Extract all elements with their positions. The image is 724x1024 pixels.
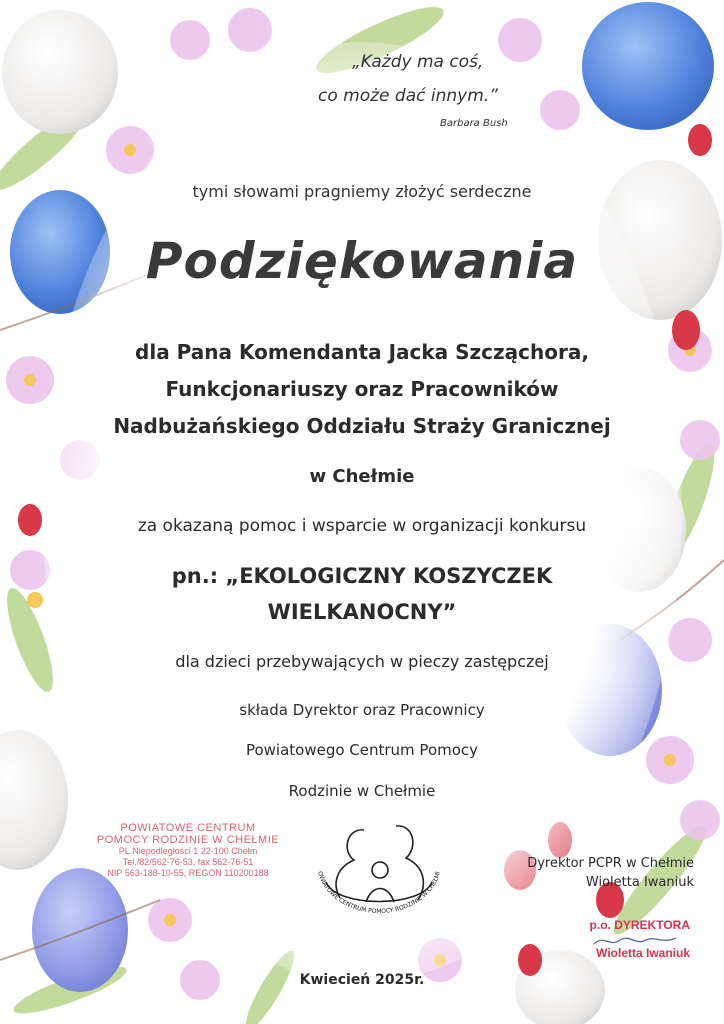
stamp-line-1: POWIATOWE CENTRUM (120, 822, 256, 834)
svg-text:POWIATOWE CENTRUM POMOCY RODZI (306, 812, 442, 915)
certificate-title: Podziękowania (145, 232, 579, 290)
intro-text: tymi słowami pragniemy złożyć serdeczne (192, 182, 532, 201)
logo-arc-text: OWIATOWE CENTRUM POMOCY RODZINIE W CHEŁMI (315, 870, 442, 916)
pcpr-family-logo (306, 812, 452, 926)
signature-line-1: Dyrektor PCPR w Chełmie (527, 856, 694, 871)
beneficiaries-text: dla dzieci przebywających w pieczy zastępczej (175, 652, 549, 671)
contest-name-line-1: pn.: „EKOLOGICZNY KOSZYCZEK (171, 564, 553, 588)
recipient-line-4: w Chełmie (309, 466, 415, 487)
quote-line-1: „Każdy ma coś, (352, 52, 484, 72)
recipient-line-2: Funkcjonariuszy oraz Pracowników (165, 377, 559, 401)
handwritten-signature (590, 932, 680, 950)
recipient-line-3: Nadbużańskiego Oddziału Straży Granicznej (113, 414, 611, 438)
reason-text: za okazaną pomoc i wsparcie w organizacji konkursu (137, 516, 587, 536)
signature-stamp-line-1: p.o. DYREKTORA (589, 918, 690, 932)
stamp-line-2: POMOCY RODZINIE W CHEŁMIE (96, 834, 280, 846)
document-date: Kwiecień 2025r. (299, 972, 425, 988)
signature-block (527, 856, 694, 890)
signature-line-2: Wioletta Iwaniuk (585, 875, 694, 890)
contest-name-line-2: WIELKANOCNY” (267, 600, 457, 624)
quote-line-2: co może dać innym.” (318, 86, 498, 106)
signature-stamp-line-2: Wioletta Iwaniuk (596, 946, 690, 960)
stamp-line-5: NIP 563-188-10-55, REGON 110200188 (107, 868, 269, 878)
stamp-line-3: PL.Niepodległości 1 22-100 Chełm (118, 846, 258, 856)
signature-stamp (590, 918, 690, 960)
sender-line-1: składa Dyrektor oraz Pracownicy (239, 701, 485, 719)
sender-line-2: Powiatowego Centrum Pomocy (245, 741, 479, 759)
institution-stamp (88, 822, 288, 879)
sender-line-3: Rodzinie w Chełmie (288, 782, 436, 800)
stamp-line-4: Tel./82/562-76-53, fax 562-76-51 (122, 857, 254, 867)
quote-author: Barbara Bush (440, 118, 508, 129)
recipient-line-1: dla Pana Komendanta Jacka Szcząchora, (135, 340, 589, 364)
